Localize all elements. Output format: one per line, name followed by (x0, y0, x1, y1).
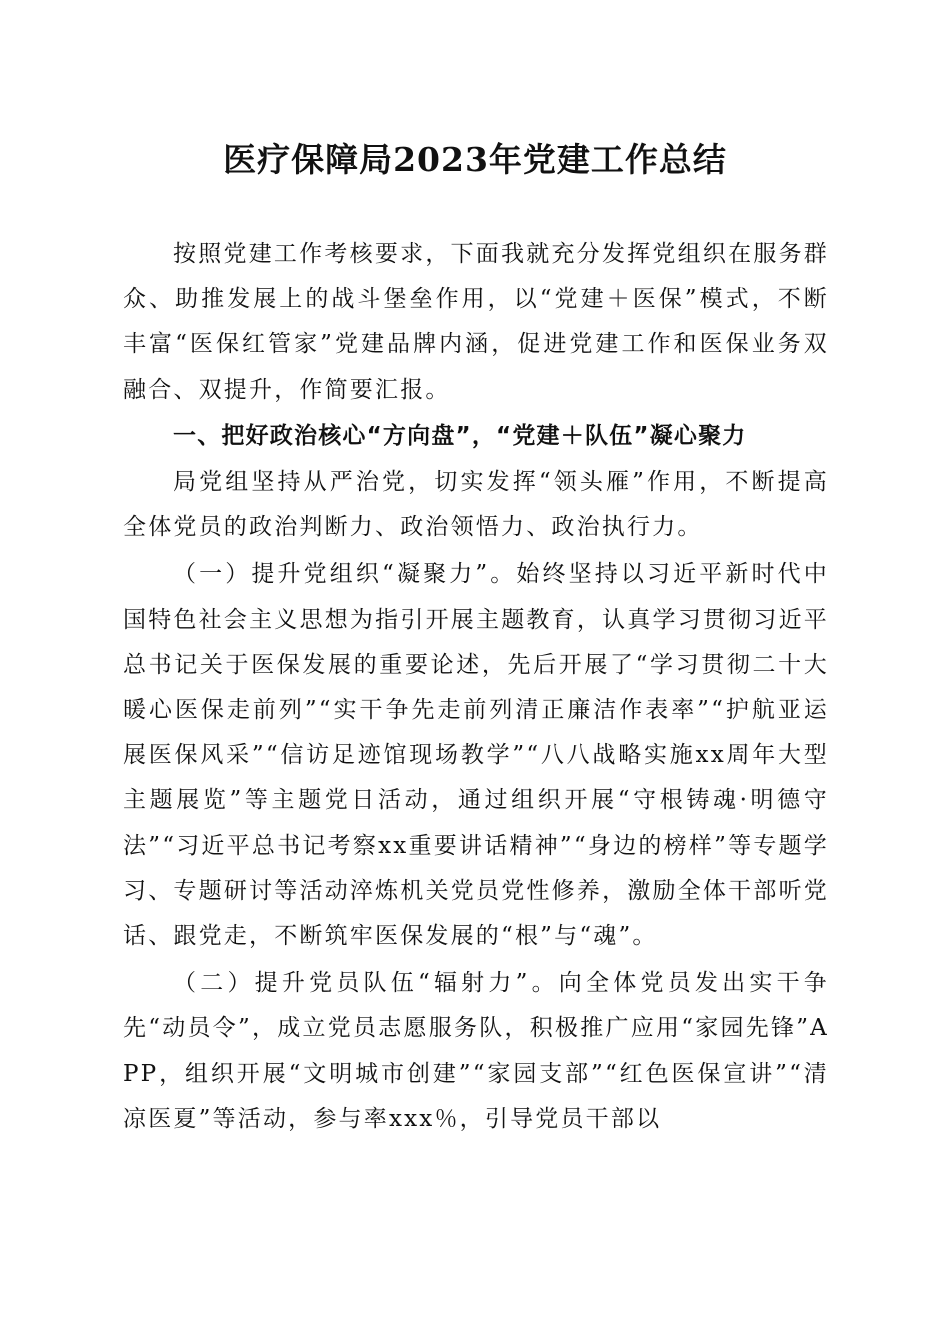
intro-paragraph: 按照党建工作考核要求，下面我就充分发挥党组织在服务群众、助推发展上的战斗堡垒作用，以“党建＋医保”模式，不断丰富“医保红管家”党建品牌内涵，促进党建工作和医保业务双融合、双提升，作简要汇报。 (123, 241, 829, 403)
subsection-2-paragraph: （二）提升党员队伍“辐射力”。向全体党员发出实干争先“动员令”，成立党员志愿服务队，积极推广应用“家园先锋”APP，组织开展“文明城市创建”“家园支部”“红色医保宣讲”“清凉医夏”等活动，参与率xxx％，引导党员干部以 (123, 970, 829, 1132)
subsection-1-paragraph: （一）提升党组织“凝聚力”。始终坚持以习近平新时代中国特色社会主义思想为指引开展主题教育，认真学习贯彻习近平总书记关于医保发展的重要论述，先后开展了“学习贯彻二十大暖心医保走前列”“实干争先走前列清正廉洁作表率”“护航亚运展医保风采”“信访足迹馆现场教学”“八八战略实施xx周年大型主题展览”等主题党日活动，通过组织开展“守根铸魂·明德守法”“习近平总书记考察xx重要讲话精神”“身边的榜样”等专题学习、专题研讨等活动淬炼机关党员党性修养，激励全体干部听党话、跟党走，不断筑牢医保发展的“根”与“魂”。 (123, 561, 829, 950)
document-body (123, 232, 829, 1142)
section-1-paragraph: 局党组坚持从严治党，切实发挥“领头雁”作用，不断提高全体党员的政治判断力、政治领悟力、政治执行力。 (123, 469, 829, 541)
section-heading-1: 一、把好政治核心“方向盘”，“党建＋队伍”凝心聚力 (173, 422, 747, 449)
document-title: 医疗保障局2023年党建工作总结 (223, 140, 727, 179)
